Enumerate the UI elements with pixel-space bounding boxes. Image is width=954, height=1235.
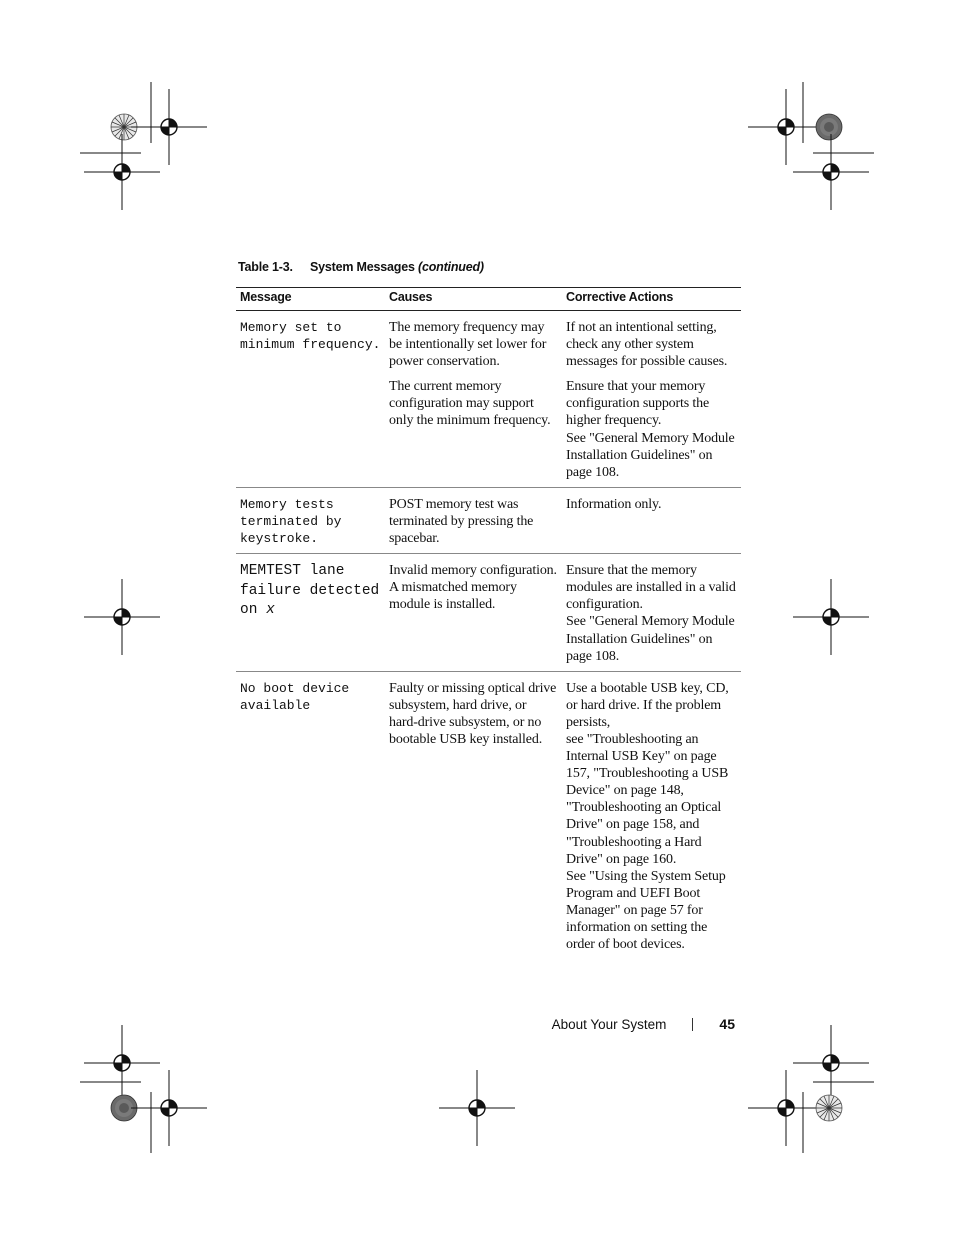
action-text: Use a bootable USB key, CD, or hard drive. If the problem persists, see "Troubleshooting an Internal USB Key" on page 157, "Troubleshooting a USB Device" on page 148, "Troubleshooting an Optical Drive" on page 158, and "Troubleshooting a Hard Drive" on page 160. See "Using the System Setup Program and UEFI Boot Manager" on page 57 for information on setting the order of boot devices. [566,680,729,953]
action-text: If not an intentional setting, check any other system messages for possible causes. [566,320,728,370]
cause-text: The current memory configuration may support only the minimum frequency. [389,379,551,429]
cause-text: POST memory test was terminated by pressing the spacebar. [389,496,534,547]
action-text: Ensure that the memory modules are installed in a valid configuration. See "General Memory Module Installation Guidelines" on page 108. [566,563,736,664]
actions-cell [562,487,741,553]
action-text: Information only. [566,496,662,512]
message-cell: Memory set to minimum frequency. [236,311,385,488]
causes-cell [385,487,562,553]
cause-text: The memory frequency may be intentionally set lower for power conservation. [389,320,547,370]
page-footer [552,1016,735,1032]
table-caption [238,260,484,274]
action-text: Ensure that your memory configuration supports the higher frequency. See "General Memory Module Installation Guidelines" on page 108. [566,379,735,480]
actions-cell [562,554,741,672]
table-row [236,311,741,488]
system-messages-table [236,287,741,959]
page-number: 45 [719,1016,735,1032]
header-causes: Causes [385,288,562,311]
message-cell: MEMTEST lane failure detected on x [236,554,385,672]
message-cell: Memory tests terminated by keystroke. [236,487,385,553]
table-row [236,554,741,672]
cause-text: Faulty or missing optical drive subsystem, hard drive, or hard-drive subsystem, or no bootable USB key installed. [389,680,557,747]
table-row [236,487,741,553]
table-row [236,671,741,959]
header-message: Message [236,288,385,311]
table-title: System Messages [310,260,415,274]
message-cell: No boot device available [240,680,350,713]
actions-cell [562,311,741,488]
actions-cell [562,671,741,959]
table-header-row [236,288,741,311]
header-corrective-actions: Corrective Actions [562,288,741,311]
causes-cell [385,311,562,488]
variable-x: x [266,602,275,619]
cause-text: Invalid memory configuration. A mismatched memory module is installed. [389,563,557,613]
causes-cell [385,671,562,959]
table-number: Table 1-3. [238,260,293,274]
footer-divider [692,1018,693,1031]
causes-cell [385,554,562,672]
footer-section-title: About Your System [551,1016,667,1032]
table-continued: (continued) [418,260,484,274]
